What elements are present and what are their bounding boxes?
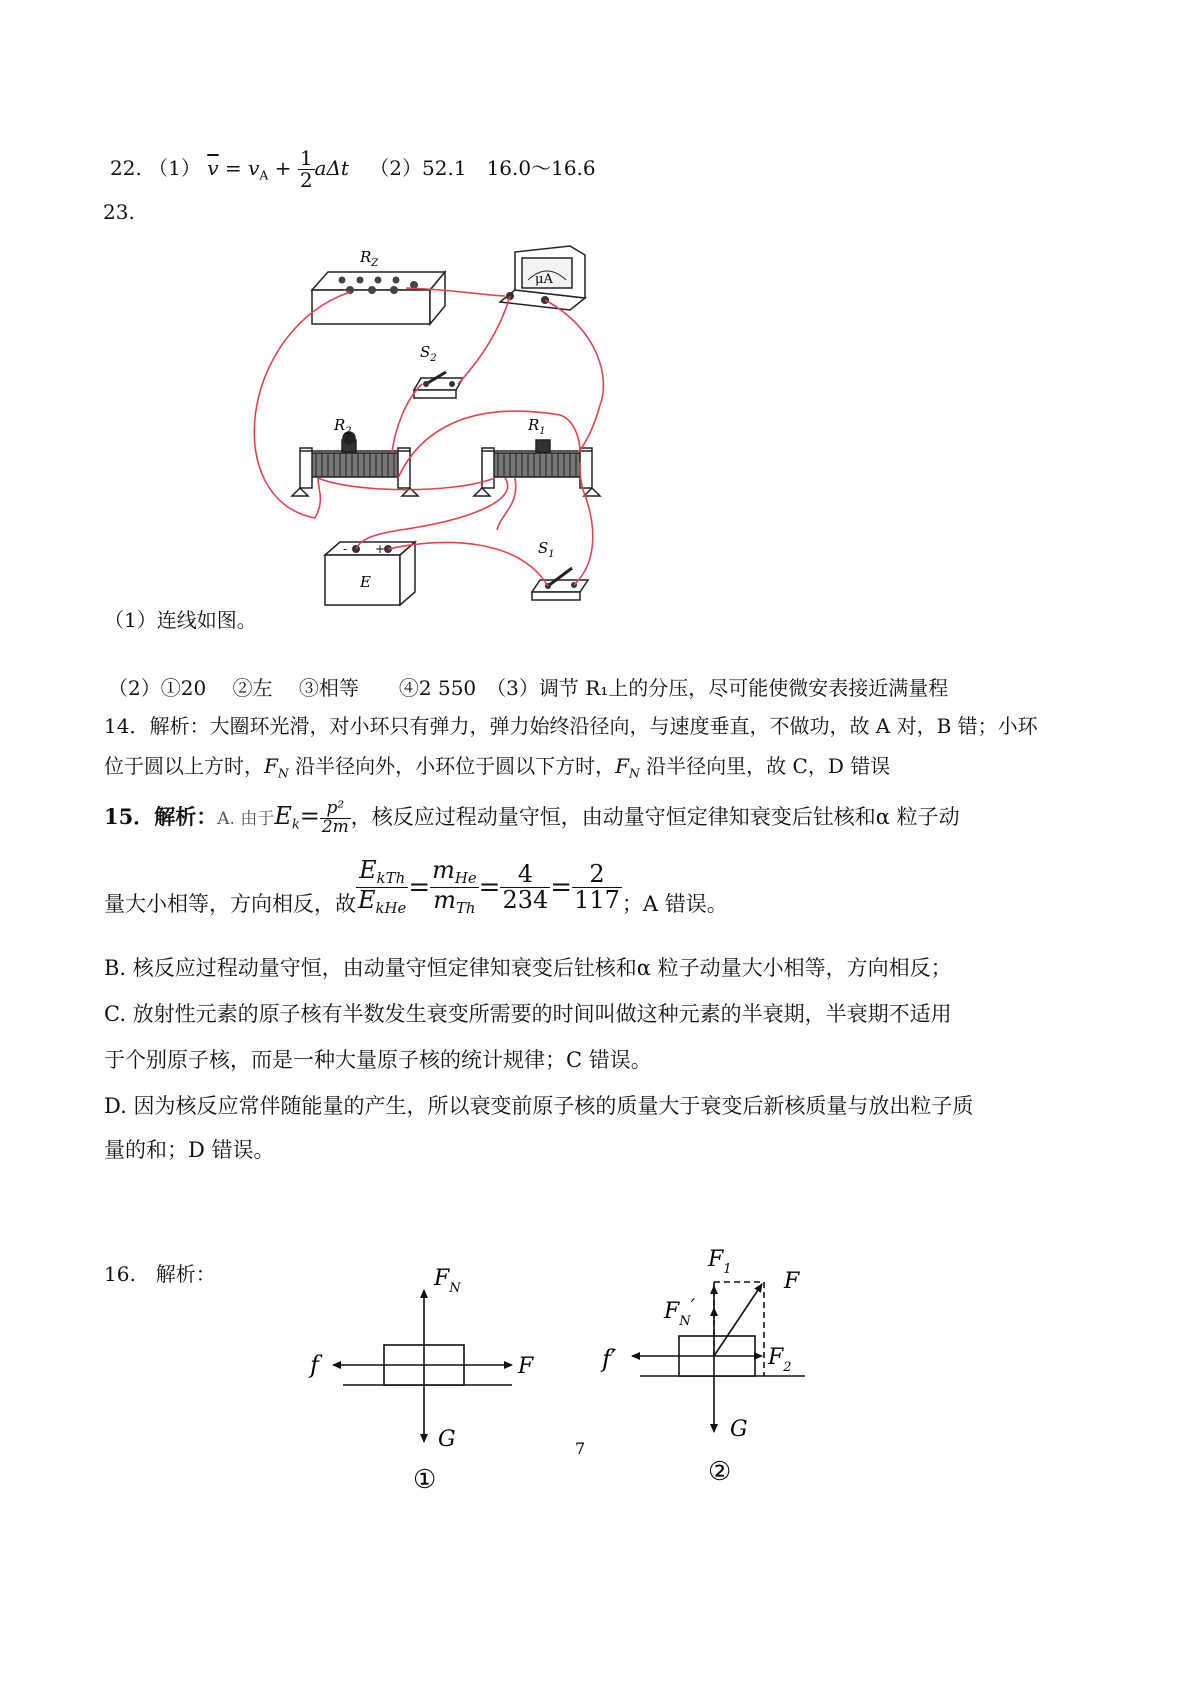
q14-line2 bbox=[104, 750, 890, 780]
q15-eq-4: = bbox=[550, 872, 573, 903]
q15-ek-fraction bbox=[320, 800, 351, 837]
q14-fn-2: F bbox=[615, 754, 629, 778]
fig2-G-label: G bbox=[730, 1417, 748, 1442]
q15-r-num: $E_{kTh}$ bbox=[356, 858, 408, 888]
r1-label: $R_1$ bbox=[528, 416, 546, 437]
q14-fn-1: F bbox=[264, 754, 278, 778]
q15-f1-den: 234 bbox=[502, 885, 549, 914]
q22-adt: aΔt bbox=[314, 156, 349, 180]
q14-fn-sub-2: N bbox=[628, 765, 640, 781]
q14-line2-c: 沿半径向里，故 C，D 错误 bbox=[639, 754, 891, 778]
q15-ek-sub: k bbox=[291, 817, 300, 833]
page-number: 7 bbox=[575, 1439, 586, 1458]
q15-energy-ratio bbox=[356, 858, 408, 917]
circuit-diagram bbox=[0, 0, 1200, 700]
q15-f2-num: 2 bbox=[572, 862, 622, 888]
battery-plus: + bbox=[375, 542, 386, 556]
meter-label: μA bbox=[535, 272, 553, 287]
q15-eq-2: = bbox=[408, 872, 431, 903]
q15-eq-1: = bbox=[299, 801, 320, 830]
q16-lead: 16. 解析： bbox=[104, 1262, 216, 1286]
resistance-box bbox=[312, 272, 445, 324]
q15-ek: E bbox=[274, 801, 292, 830]
switch-s1 bbox=[532, 568, 588, 600]
q15-c2: 于个别原子核，而是一种大量原子核的统计规律；C 错误。 bbox=[104, 1048, 652, 1072]
q15-line2-b: ；A 错误。 bbox=[621, 891, 728, 916]
figure1-forces bbox=[333, 1290, 512, 1442]
battery-minus: - bbox=[343, 542, 348, 556]
q15-line1-rest: ，核反应过程动量守恒，由动量守恒定律知衰变后钍核和α 粒子动 bbox=[350, 804, 960, 829]
q22-frac-num: 1 bbox=[299, 146, 313, 170]
q14-fn-sub-1: N bbox=[277, 765, 289, 781]
q15-m-den: $m_{Th}$ bbox=[433, 885, 476, 918]
q15-ek-den: 2m bbox=[321, 816, 349, 837]
q14-line1: 14．解析：大圈环光滑，对小环只有弹力，弹力始终沿径向，与速度垂直，不做功，故 A 对，B 错；小环 bbox=[104, 714, 1038, 738]
q15-d1: D. 因为核反应常伴随能量的产生，所以衰变前原子核的质量大于衰变后新核质量与放出粒子质 bbox=[104, 1094, 974, 1118]
q15-mass-ratio bbox=[430, 858, 479, 917]
q22-frac-den: 2 bbox=[299, 168, 313, 192]
fig2-fn-label: $F_N'$ bbox=[664, 1294, 696, 1329]
q15-lead: 15．解析： bbox=[104, 803, 218, 829]
q15-eq-3: = bbox=[478, 872, 501, 903]
q23-answer1: （1）连线如图。 bbox=[104, 608, 257, 632]
q15-ek-num: p² bbox=[320, 800, 351, 819]
circuit-wires bbox=[254, 288, 603, 586]
fig1-G-label: G bbox=[438, 1427, 456, 1452]
q22-vbar: $\overline{v}$ bbox=[207, 156, 219, 180]
q14-line2-b: 沿半径向外，小环位于圆以下方时， bbox=[288, 754, 616, 778]
q23-answer2: （2）①20 ②左 ③相等 ④2 550 （3）调节 R₁上的分压，尽可能使微安表接近满量程 bbox=[108, 676, 949, 700]
q22-part2: （2）52.1 16.0～16.6 bbox=[369, 156, 596, 180]
q15-b: B. 核反应过程动量守恒，由动量守恒定律知衰变后钍核和α 粒子动量大小相等，方向相反； bbox=[104, 956, 952, 980]
q15-m-num: $m_{He}$ bbox=[432, 856, 477, 888]
q15-a-prefix: A. 由于 bbox=[217, 808, 275, 829]
q22-eq: = bbox=[218, 156, 249, 180]
q15-f2-den: 117 bbox=[574, 885, 620, 914]
s2-label: $S_2$ bbox=[420, 343, 437, 364]
fig2-F-label: F bbox=[784, 1269, 800, 1294]
q22-number: 22. bbox=[110, 156, 142, 180]
q15-r-den: $E_{kHe}$ bbox=[358, 885, 407, 918]
r2-label: $R_2$ bbox=[334, 416, 352, 437]
q15-line2-a: 量大小相等，方向相反，故 bbox=[104, 891, 356, 916]
fig1-caption: ① bbox=[413, 1465, 437, 1495]
q15-f1-num: 4 bbox=[500, 862, 550, 888]
q22-va-sub: A bbox=[259, 167, 269, 183]
q22-part1: （1） bbox=[148, 156, 201, 180]
fig1-F-label: F bbox=[518, 1354, 534, 1379]
q15-c1: C. 放射性元素的原子核有半数发生衰变所需要的时间叫做这种元素的半衰期，半衰期不适用 bbox=[104, 1002, 952, 1026]
fig2-f1-label: $F_1$ bbox=[708, 1247, 732, 1277]
q23-number: 23. bbox=[103, 200, 135, 224]
q15-d2: 量的和；D 错误。 bbox=[104, 1138, 275, 1162]
q22-plus: + bbox=[268, 156, 298, 180]
q15-fraction-2 bbox=[572, 859, 622, 914]
figure2-forces bbox=[632, 1282, 805, 1432]
q15-line2 bbox=[104, 858, 728, 918]
q22-va: v bbox=[248, 156, 260, 180]
rz-label: $R_Z$ bbox=[360, 248, 379, 269]
fig2-caption: ② bbox=[708, 1457, 732, 1487]
fig1-f-label: f bbox=[310, 1351, 319, 1379]
q14-line2-a: 位于圆以上方时， bbox=[104, 754, 264, 778]
q15-line1 bbox=[104, 800, 960, 837]
fig1-fn-label: $F_N$ bbox=[434, 1266, 461, 1296]
s1-label: $S_1$ bbox=[538, 539, 555, 560]
battery-label: E bbox=[360, 573, 371, 591]
fig2-f2-label: $F_2$ bbox=[768, 1345, 792, 1375]
q15-fraction-1 bbox=[500, 859, 550, 914]
fig2-f-label: f′ bbox=[602, 1345, 617, 1373]
